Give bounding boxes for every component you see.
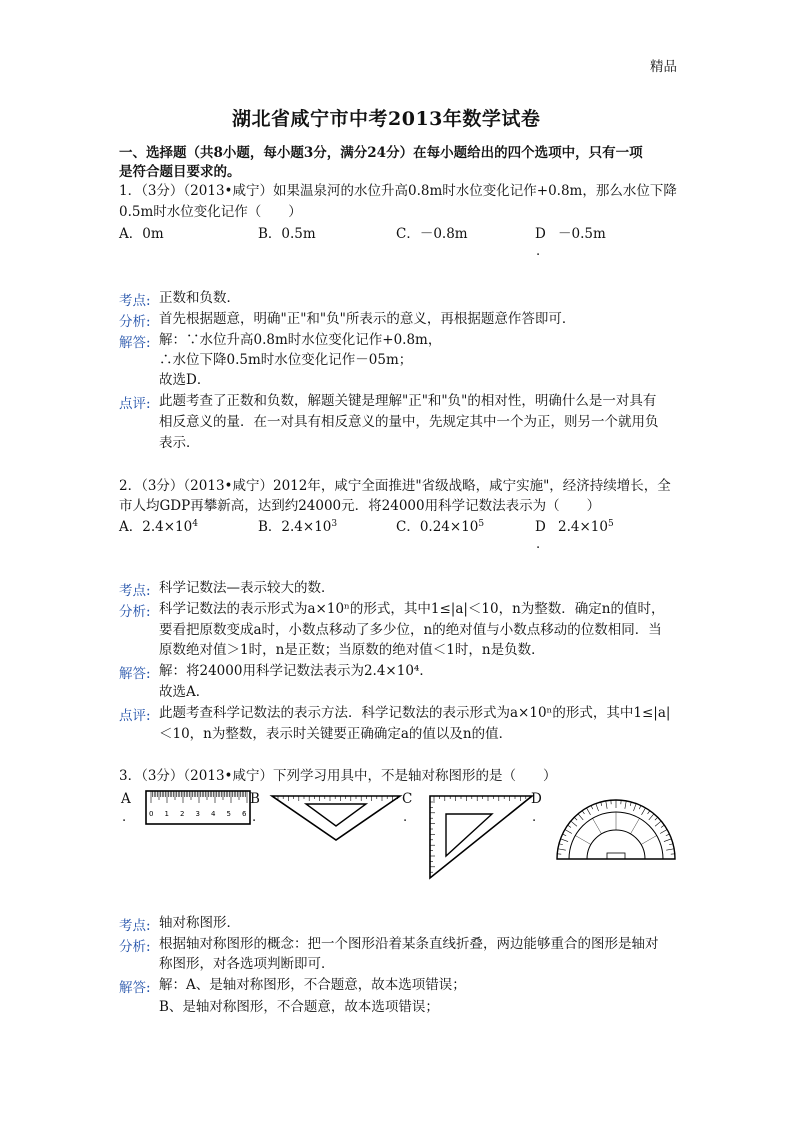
- q3-option-d-dot: .: [532, 810, 537, 825]
- q1-option-d-letter: D: [535, 226, 546, 242]
- q1-option-a: A．0m: [119, 226, 164, 242]
- q3-kaodian: 轴对称图形．: [159, 915, 240, 931]
- q1-jieda-line3: 故选D．: [159, 372, 211, 388]
- q1-fenxi-label: 分析:: [119, 314, 151, 330]
- q3-option-a-letter: A: [121, 791, 131, 807]
- q3-fenxi-line2: 称图形，对各选项判断即可．: [159, 956, 335, 972]
- q3-fenxi-label: 分析:: [119, 939, 151, 955]
- q1-option-d-value: －0.5m: [558, 226, 606, 242]
- q1-fenxi: 首先根据题意，明确"正"和"负"所表示的意义，再根据题意作答即可．: [159, 311, 576, 327]
- q2-fenxi-line2: 要看把原数变成a时，小数点移动了多少位，n的绝对值与小数点移动的位数相同．当: [159, 622, 662, 638]
- q2-option-b: [258, 518, 337, 536]
- right-set-square-illustration: [424, 790, 536, 882]
- q3-kaodian-label: 考点:: [119, 918, 151, 934]
- q1-option-d-dot: .: [536, 244, 541, 259]
- q3-jieda-label: 解答:: [119, 980, 151, 996]
- q3-option-d-letter: D: [531, 791, 542, 807]
- header-mark: 精品: [650, 59, 677, 75]
- ruler-number: 5: [226, 810, 231, 818]
- q3-fenxi-line1: 根据轴对称图形的概念：把一个图形沿着某条直线折叠，两边能够重合的图形是轴对: [159, 936, 659, 952]
- q3-jieda-line2: B、是轴对称图形，不合题意，故本选项错误；: [159, 999, 439, 1015]
- q2-kaodian-label: 考点:: [119, 583, 151, 599]
- q1-jieda-line2: ∴水位下降0.5m时水位变化记作－05m；: [159, 352, 413, 368]
- q2-option-d-exp: 5: [607, 519, 614, 529]
- q2-option-a-exp: 4: [192, 519, 198, 529]
- q1-jieda-line1: 解：∵水位升高0.8m时水位变化记作+0.8m，: [159, 332, 442, 348]
- q2-kaodian: 科学记数法—表示较大的数．: [159, 580, 335, 596]
- q1-dianping-line3: 表示．: [159, 435, 200, 451]
- ruler-number: 0: [149, 810, 154, 818]
- q1-kaodian: 正数和负数．: [159, 290, 240, 306]
- q2-option-b-exp: 3: [331, 519, 338, 529]
- ruler-illustration: [145, 790, 251, 826]
- q2-option-c: [396, 518, 484, 536]
- q2-stem-line2: 市人均GDP再攀新高，达到约24000元．将24000用科学记数法表示为（ ）: [119, 498, 601, 514]
- ruler-number: 1: [164, 810, 169, 818]
- q2-dianping-line2: ＜10，n为整数，表示时关键要正确确定a的值以及n的值．: [159, 726, 513, 742]
- q1-dianping-line1: 此题考查了正数和负数，解题关键是理解"正"和"负"的相对性，明确什么是一对具有: [159, 393, 657, 409]
- q2-jieda-line2: 故选A．: [159, 684, 210, 700]
- ruler-number: 4: [211, 810, 216, 818]
- q1-jieda-label: 解答:: [119, 335, 151, 351]
- q1-option-c: C．－0.8m: [396, 226, 468, 242]
- q3-option-c-dot: .: [403, 810, 408, 825]
- section-heading-line2: 是符合题目要求的。: [119, 164, 241, 180]
- q3-option-b-letter: B: [250, 791, 260, 807]
- q2-option-d-dot: .: [536, 537, 541, 552]
- q2-stem-line1: 2．（3分）（2013•咸宁）2012年，咸宁全面推进"省级战略，咸宁实施"，经济持续增长，全: [119, 478, 671, 494]
- q1-dianping-line2: 相反意义的量．在一对具有相反意义的量中，先规定其中一个为正，则另一个就用负: [159, 414, 659, 430]
- ruler-number: 2: [180, 810, 185, 818]
- q3-option-c-letter: C: [402, 791, 413, 807]
- q3-option-b-dot: .: [252, 810, 257, 825]
- isosceles-set-square-illustration: [270, 790, 408, 845]
- q2-jieda-label: 解答:: [119, 666, 151, 682]
- q2-option-a: [119, 518, 198, 536]
- q2-option-d: [558, 518, 614, 536]
- ruler-number: 6: [242, 810, 247, 818]
- q3-option-a-dot: .: [122, 810, 127, 825]
- q3-jieda-line1: 解：A、是轴对称图形，不合题意，故本选项错误；: [159, 977, 466, 993]
- page-title: 湖北省咸宁市中考2013年数学试卷: [232, 108, 541, 130]
- q2-option-d-base: 2.4×10: [558, 519, 608, 535]
- q1-kaodian-label: 考点:: [119, 293, 151, 309]
- q2-fenxi-label: 分析:: [119, 604, 151, 620]
- q2-fenxi-line3: 原数绝对值＞1时，n是正数；当原数的绝对值＜1时，n是负数．: [159, 642, 545, 658]
- q2-option-c-base: C．0.24×10: [396, 519, 479, 535]
- ruler-number: 3: [195, 810, 200, 818]
- q1-option-b: B．0.5m: [258, 226, 316, 242]
- q1-stem-line2: 0.5m时水位变化记作（ ）: [119, 204, 302, 220]
- q2-dianping-label: 点评:: [119, 708, 151, 724]
- q2-dianping-line1: 此题考查科学记数法的表示方法．科学记数法的表示形式为a×10ⁿ的形式，其中1≤|a|: [159, 705, 671, 721]
- q2-option-b-base: B．2.4×10: [258, 519, 332, 535]
- q1-dianping-label: 点评:: [119, 396, 151, 412]
- q2-fenxi-line1: 科学记数法的表示形式为a×10ⁿ的形式，其中1≤|a|＜10，n为整数．确定n的值时，: [159, 601, 665, 617]
- q3-stem: 3．（3分）（2013•咸宁）下列学习用具中，不是轴对称图形的是（ ）: [119, 768, 557, 784]
- section-heading-line1: 一、选择题（共8小题，每小题3分，满分24分）在每小题给出的四个选项中，只有一项: [119, 145, 643, 161]
- q2-option-d-letter: D: [535, 519, 546, 535]
- q1-stem-line1: 1．（3分）（2013•咸宁）如果温泉河的水位升高0.8m时水位变化记作+0.8m，那么水位下降: [119, 183, 677, 199]
- q2-option-a-base: A．2.4×10: [119, 519, 193, 535]
- protractor-illustration: [555, 793, 677, 863]
- q2-jieda-line1: 解：将24000用科学记数法表示为2.4×10⁴．: [159, 663, 433, 679]
- q2-option-c-exp: 5: [478, 519, 485, 529]
